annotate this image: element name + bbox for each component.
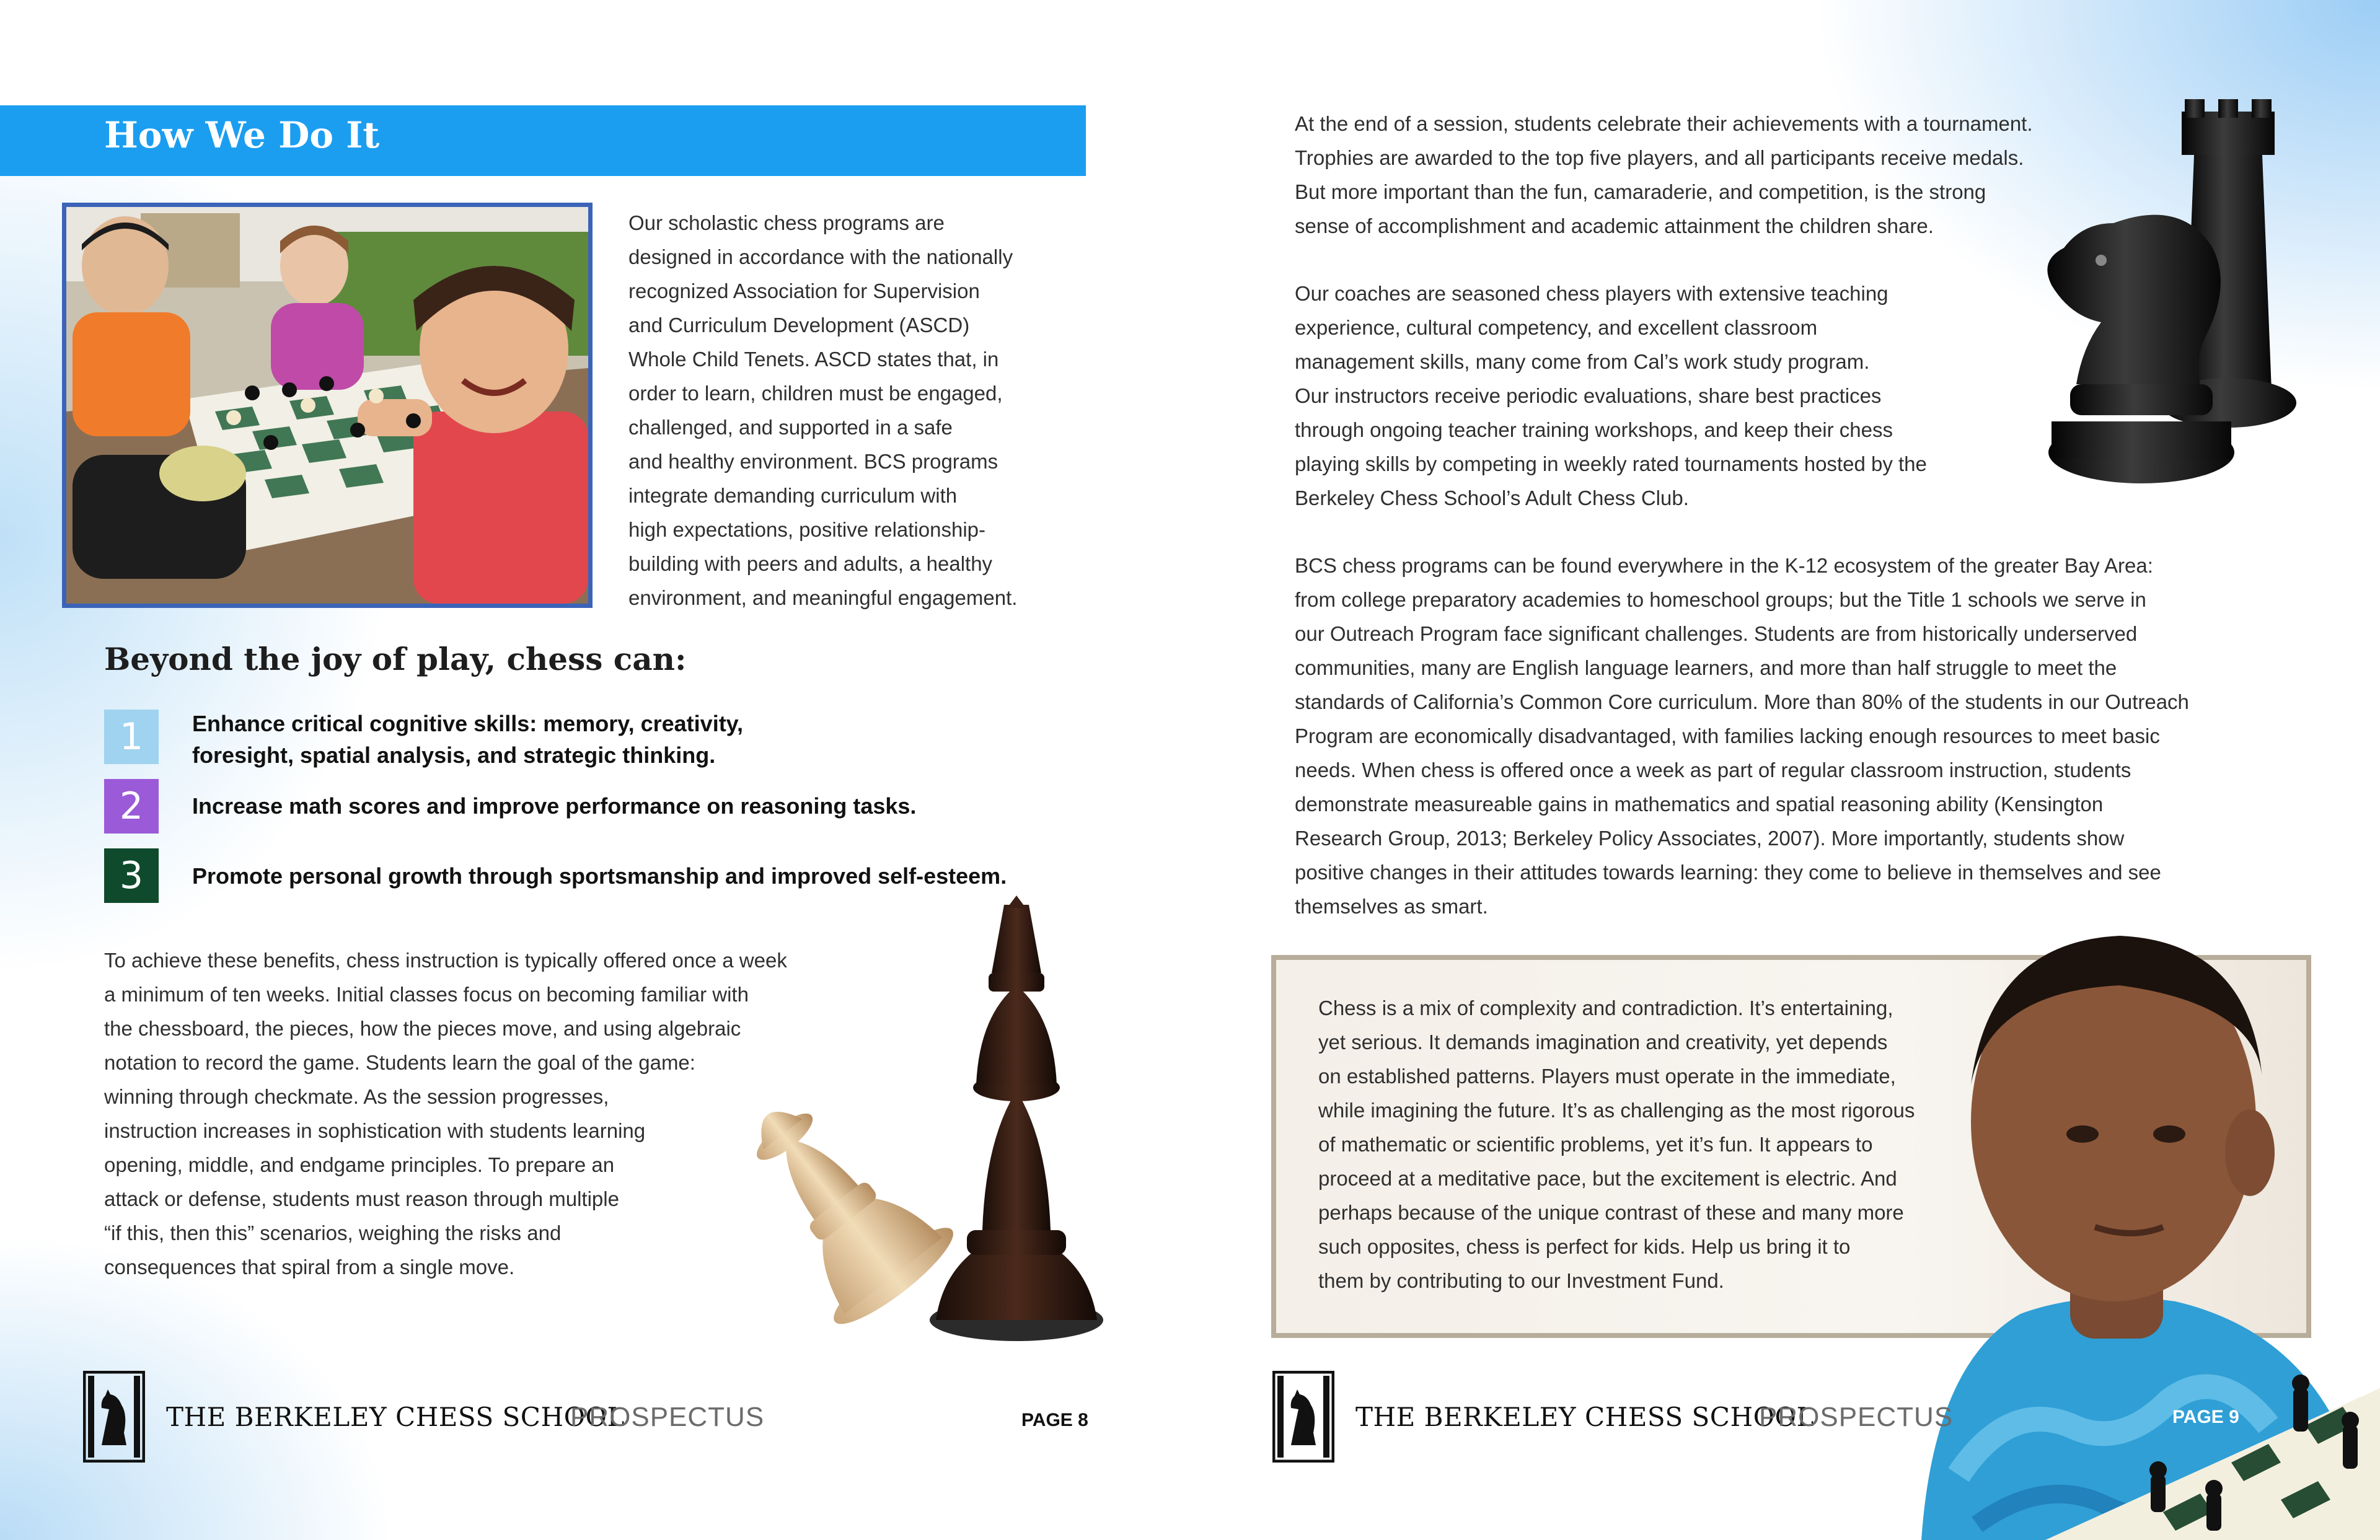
- tournament-paragraph: At the end of a session, students celebrate their achievements with a tournament. Trophies are awarded to the top five players, and all participants receive medals. But more important than the fun, camaraderie, and competition, is the strong sense of accomplishment and academic attainment the children share.: [1295, 112, 2033, 237]
- kids-photo-illustration: [66, 207, 588, 604]
- chess-king-and-fallen-king-image: [669, 892, 1140, 1363]
- boy-playing-chess-photo: [1884, 917, 2380, 1540]
- berkeley-chess-school-logo-left: [83, 1371, 145, 1463]
- benefit-number-1: 1: [104, 710, 159, 764]
- benefits-heading: Beyond the joy of play, chess can:: [104, 641, 687, 677]
- chess-rook-and-knight-image: [2027, 99, 2324, 521]
- footer-prospectus-left: PROSPECTUS: [570, 1402, 765, 1432]
- benefit-number-2: 2: [104, 779, 159, 834]
- berkeley-chess-school-logo-right: [1272, 1371, 1334, 1463]
- outreach-paragraph: BCS chess programs can be found everywhere in the K-12 ecosystem of the greater Bay Area: from college preparatory academies to homeschool groups; but the Title 1 schools we serve in our Outreach Program face significant challenges. Students are from historically underserved communities, many are English language learners, and more than half struggle to meet the standards of California’s Common Core curriculum. More than 80% of the students in our Outreach Program are economically disadvantaged, with families lacking enough resources to meet basic needs. When chess is offered once a week as part of regular classroom instruction, students demonstrate measureable gains in mathematics and spatial reasoning ability (Kensington Research Group, 2013; Berkeley Policy Associates, 2007). More importantly, students show positive changes in their attitudes towards learning: they come to believe in themselves and see themselves as smart.: [1295, 554, 2189, 918]
- page-number-9: PAGE 9: [2172, 1407, 2239, 1427]
- quote-text: Chess is a mix of complexity and contradiction. It’s entertaining, yet serious. It demands imagination and creativity, yet depends on established patterns. Players must operate in the immediate, while imagining the future. It’s as challenging as the most rigorous of mathematic or scientific problems, yet it’s fun. It appears to proceed at a meditative pace, but the excitement is electric. And perhaps because of the unique contrast of these and many more such opposites, chess is perfect for kids. Help us bring it to them by contributing to our Investment Fund.: [1318, 997, 1915, 1292]
- section-title: How We Do It: [104, 114, 380, 156]
- intro-paragraph: Our scholastic chess programs are designed in accordance with the nationally recognized Association for Supervision and Curriculum Development (ASCD) Whole Child Tenets. ASCD states that, in order to learn, children must be engaged, challenged, and supported in a safe and healthy environment. BCS programs integrate demanding curriculum with high expectations, positive relationship- building with peers and adults, a healthy environment, and meaningful engagement.: [628, 211, 1018, 609]
- benefit-text-3: Promote personal growth through sportsmanship and improved self-esteem.: [192, 863, 1007, 889]
- page-number-8: PAGE 8: [1021, 1410, 1088, 1430]
- benefit-text-2: Increase math scores and improve performance on reasoning tasks.: [192, 793, 917, 819]
- benefit-number-3: 3: [104, 848, 159, 903]
- footer-prospectus-right: PROSPECTUS: [1759, 1402, 1954, 1432]
- kids-playing-chess-photo: [62, 203, 593, 608]
- coaches-paragraph: Our coaches are seasoned chess players with extensive teaching experience, cultural competency, and excellent classroom management skills, many come from Cal’s work study program. Our instructors receive periodic evaluations, share best practices through ongoing teacher training workshops, and keep their chess playing skills by competing in weekly rated tournaments hosted by the Berkeley Chess School’s Adult Chess Club.: [1295, 282, 1927, 509]
- footer-school-name-right: THE BERKELEY CHESS SCHOOL: [1355, 1402, 1814, 1432]
- benefit-text-1: Enhance critical cognitive skills: memory, creativity, foresight, spatial analysis, and strategic thinking.: [192, 711, 744, 768]
- footer-school-name-left: THE BERKELEY CHESS SCHOOL: [166, 1402, 625, 1432]
- instruction-paragraph: To achieve these benefits, chess instruction is typically offered once a week a minimum of ten weeks. Initial classes focus on becoming familiar with the chessboard, the pieces, how the pieces move, and using algebraic notation to record the game. Students learn the goal of the game: winning through checkmate. As the session progresses, instruction increases in sophistication with students learning opening, middle, and endgame principles. To prepare an attack or defense, students must reason through multiple “if this, then this” scenarios, weighing the risks and consequences that spiral from a single move.: [104, 949, 787, 1278]
